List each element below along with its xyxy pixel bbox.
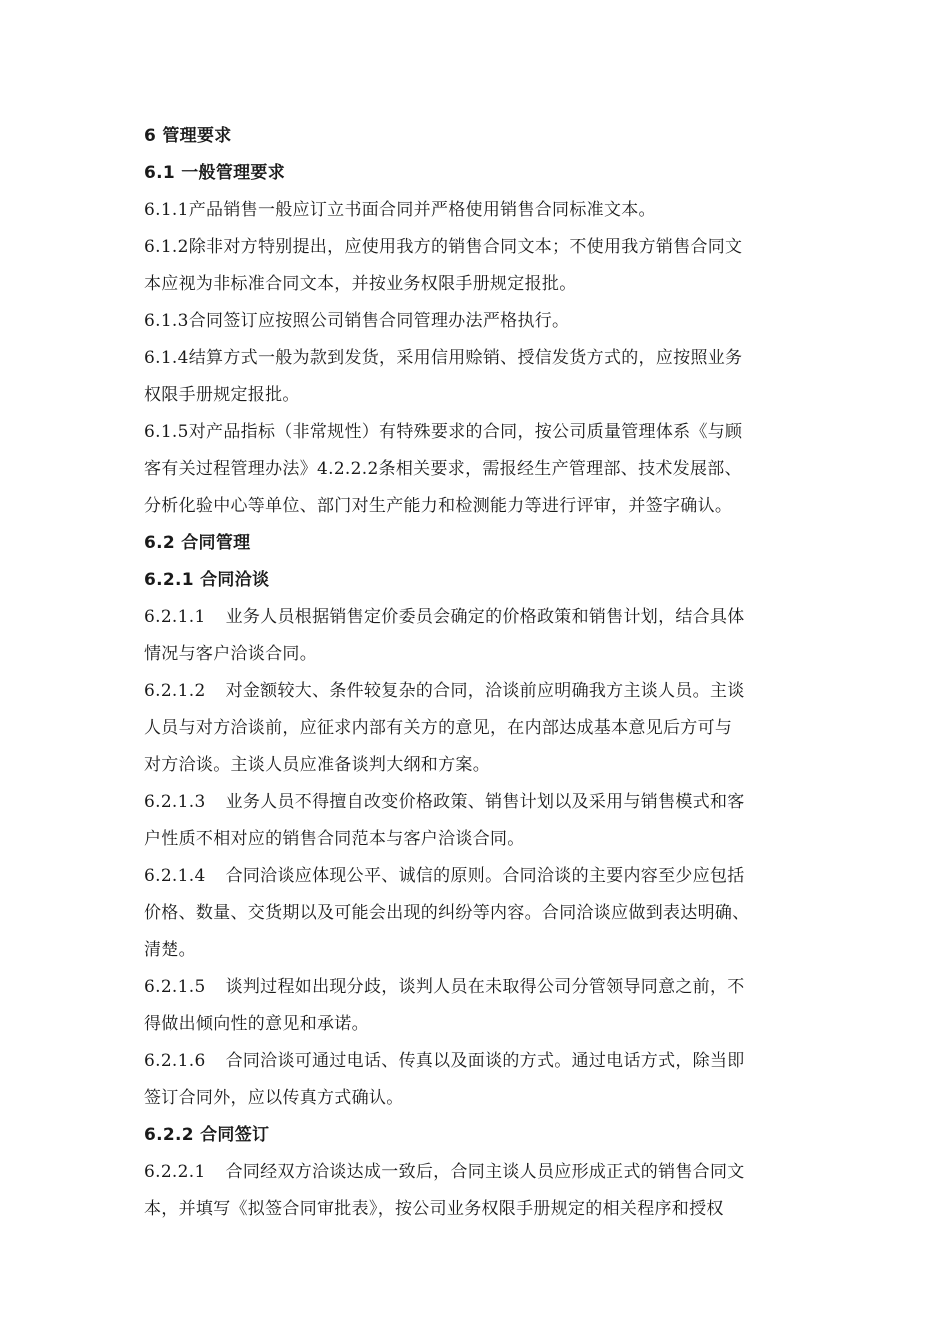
clause-6-1-2-line-1: 6.1.2除非对方特别提出，应使用我方的销售合同文本；不使用我方销售合同文 bbox=[144, 237, 743, 257]
section-6-heading: 6 管理要求 bbox=[144, 126, 232, 146]
clause-6-2-1-3-line-1 bbox=[144, 784, 810, 821]
section-6-2-2-heading: 6.2.2 合同签订 bbox=[144, 1125, 270, 1145]
clause-text: 合同洽谈可通过电话、传真以及面谈的方式。通过电话方式，除当即 bbox=[225, 1051, 745, 1071]
clause-6-2-1-3-line-2: 户性质不相对应的销售合同范本与客户洽谈合同。 bbox=[144, 829, 525, 849]
clause-6-2-2-1-line-1 bbox=[144, 1154, 810, 1191]
clause-6-2-1-1-line-1 bbox=[144, 599, 810, 636]
clause-6-1-2-line-2: 本应视为非标准合同文本，并按业务权限手册规定报批。 bbox=[144, 274, 577, 294]
clause-6-2-1-4-line-2: 价格、数量、交货期以及可能会出现的纠纷等内容。合同洽谈应做到表达明确、 bbox=[144, 903, 750, 923]
clause-text: 业务人员根据销售定价委员会确定的价格政策和销售计划，结合具体 bbox=[225, 607, 745, 627]
clause-6-2-1-5-line-2: 得做出倾向性的意见和承诺。 bbox=[144, 1014, 369, 1034]
clause-6-1-1: 6.1.1产品销售一般应订立书面合同并严格使用销售合同标准文本。 bbox=[144, 200, 656, 220]
clause-6-2-1-6-line-1 bbox=[144, 1043, 810, 1080]
clause-6-2-1-4-line-1 bbox=[144, 858, 810, 895]
clause-number: 6.2.1.2 bbox=[144, 681, 206, 701]
clause-6-2-2-1-line-2: 本，并填写《拟签合同审批表》，按公司业务权限手册规定的相关程序和授权 bbox=[144, 1199, 724, 1219]
document-page bbox=[144, 118, 810, 1228]
clause-6-2-1-4-line-3: 清楚。 bbox=[144, 940, 196, 960]
clause-number: 6.2.1.1 bbox=[144, 607, 206, 627]
clause-6-2-1-2-line-3: 对方洽谈。主谈人员应准备谈判大纲和方案。 bbox=[144, 755, 490, 775]
clause-6-2-1-5-line-1 bbox=[144, 969, 810, 1006]
clause-text: 对金额较大、条件较复杂的合同，洽谈前应明确我方主谈人员。主谈 bbox=[225, 681, 745, 701]
clause-number: 6.2.1.4 bbox=[144, 866, 206, 886]
section-6-1-heading: 6.1 一般管理要求 bbox=[144, 163, 286, 183]
clause-6-2-1-1-line-2: 情况与客户洽谈合同。 bbox=[144, 644, 317, 664]
clause-text: 合同洽谈应体现公平、诚信的原则。合同洽谈的主要内容至少应包括 bbox=[225, 866, 745, 886]
clause-number: 6.2.1.3 bbox=[144, 792, 206, 812]
clause-number: 6.2.2.1 bbox=[144, 1162, 206, 1182]
clause-number: 6.2.1.5 bbox=[144, 977, 206, 997]
section-6-2-heading: 6.2 合同管理 bbox=[144, 533, 251, 553]
clause-6-1-4-line-1: 6.1.4结算方式一般为款到发货，采用信用赊销、授信发货方式的，应按照业务 bbox=[144, 348, 743, 368]
clause-6-1-3: 6.1.3合同签订应按照公司销售合同管理办法严格执行。 bbox=[144, 311, 570, 331]
clause-6-1-5-line-2: 客有关过程管理办法》4.2.2.2条相关要求，需报经生产管理部、技术发展部、 bbox=[144, 459, 742, 479]
clause-6-1-4-line-2: 权限手册规定报批。 bbox=[144, 385, 300, 405]
clause-6-1-5-line-1: 6.1.5对产品指标（非常规性）有特殊要求的合同，按公司质量管理体系《与顾 bbox=[144, 422, 743, 442]
section-6-2-1-heading: 6.2.1 合同洽谈 bbox=[144, 570, 270, 590]
clause-6-2-1-2-line-1 bbox=[144, 673, 810, 710]
clause-6-1-5-line-3: 分析化验中心等单位、部门对生产能力和检测能力等进行评审，并签字确认。 bbox=[144, 496, 733, 516]
clause-text: 谈判过程如出现分歧，谈判人员在未取得公司分管领导同意之前，不 bbox=[225, 977, 745, 997]
clause-text: 业务人员不得擅自改变价格政策、销售计划以及采用与销售模式和客 bbox=[225, 792, 745, 812]
clause-6-2-1-6-line-2: 签订合同外，应以传真方式确认。 bbox=[144, 1088, 404, 1108]
clause-number: 6.2.1.6 bbox=[144, 1051, 206, 1071]
clause-6-2-1-2-line-2: 人员与对方洽谈前，应征求内部有关方的意见，在内部达成基本意见后方可与 bbox=[144, 718, 733, 738]
clause-text: 合同经双方洽谈达成一致后，合同主谈人员应形成正式的销售合同文 bbox=[225, 1162, 745, 1182]
